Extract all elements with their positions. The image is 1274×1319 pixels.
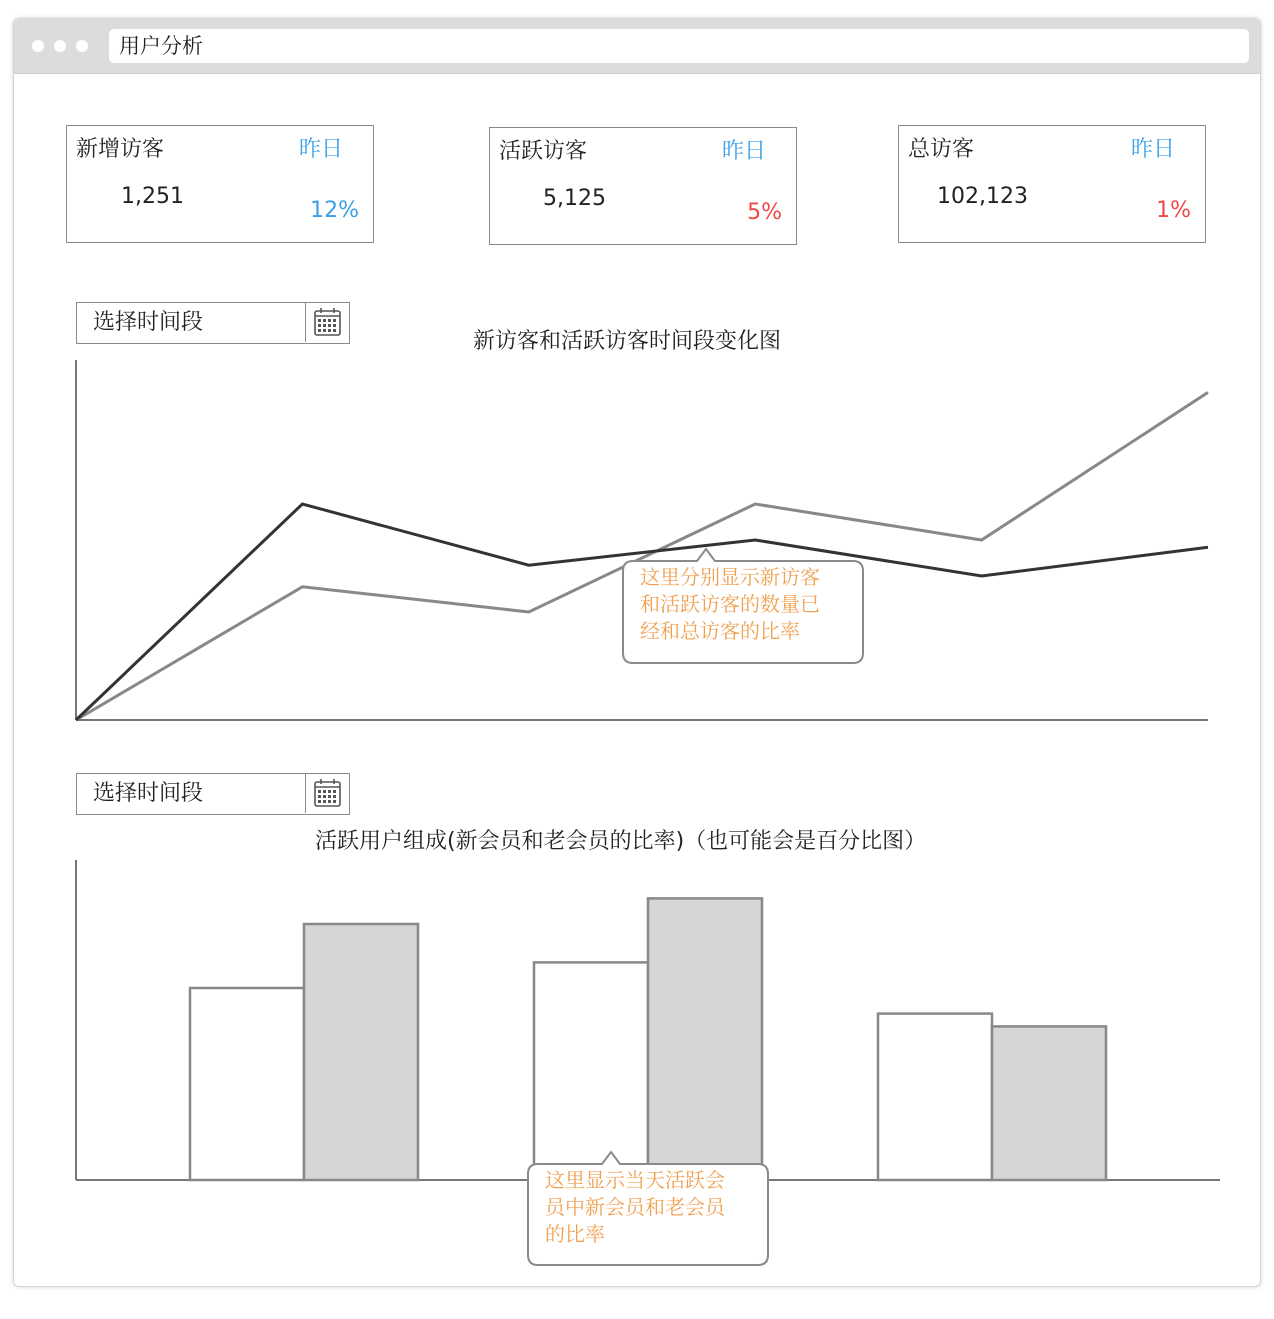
line-chart-title: 新访客和活跃访客时间段变化图: [473, 329, 782, 354]
card-period-link[interactable]: 昨日: [721, 139, 766, 164]
bar-series-2-cat-2: [648, 898, 762, 1180]
callout-text-line: 的比率: [545, 1222, 605, 1246]
date-range-label: 选择时间段: [93, 781, 204, 806]
callout-text-line: 和活跃访客的数量已: [640, 592, 820, 616]
card-value: 5,125: [543, 186, 606, 211]
bar-series-2-cat-1: [304, 924, 418, 1180]
card-title: 新增访客: [76, 137, 165, 162]
card-value: 1,251: [121, 184, 184, 209]
callout-text-line: 这里显示当天活跃会: [545, 1168, 725, 1192]
callout-text-line: 这里分别显示新访客: [640, 565, 820, 589]
card-period-link[interactable]: 昨日: [298, 137, 343, 162]
date-range-label: 选择时间段: [93, 310, 204, 335]
bar-series-1-cat-3: [878, 1014, 992, 1180]
card-title: 总访客: [908, 137, 975, 162]
bar-series-2-cat-3: [992, 1026, 1106, 1180]
card-change: 5%: [747, 200, 782, 225]
callout-text-line: 经和总访客的比率: [640, 619, 800, 643]
bar-series-1-cat-2: [534, 962, 648, 1180]
bar-chart-title: 活跃用户组成(新会员和老会员的比率)（也可能会是百分比图）: [315, 829, 927, 854]
bar-chart-callout: [528, 1152, 768, 1265]
line-chart-callout: [623, 549, 863, 663]
callout-text-line: 员中新会员和老会员: [545, 1195, 725, 1219]
card-period-link[interactable]: 昨日: [1130, 137, 1175, 162]
card-title: 活跃访客: [499, 139, 588, 164]
card-change: 1%: [1156, 198, 1191, 223]
bar-series-1-cat-1: [190, 988, 304, 1180]
card-value: 102,123: [937, 184, 1028, 209]
card-change: 12%: [310, 198, 359, 223]
window-title: 用户分析: [109, 29, 1249, 63]
